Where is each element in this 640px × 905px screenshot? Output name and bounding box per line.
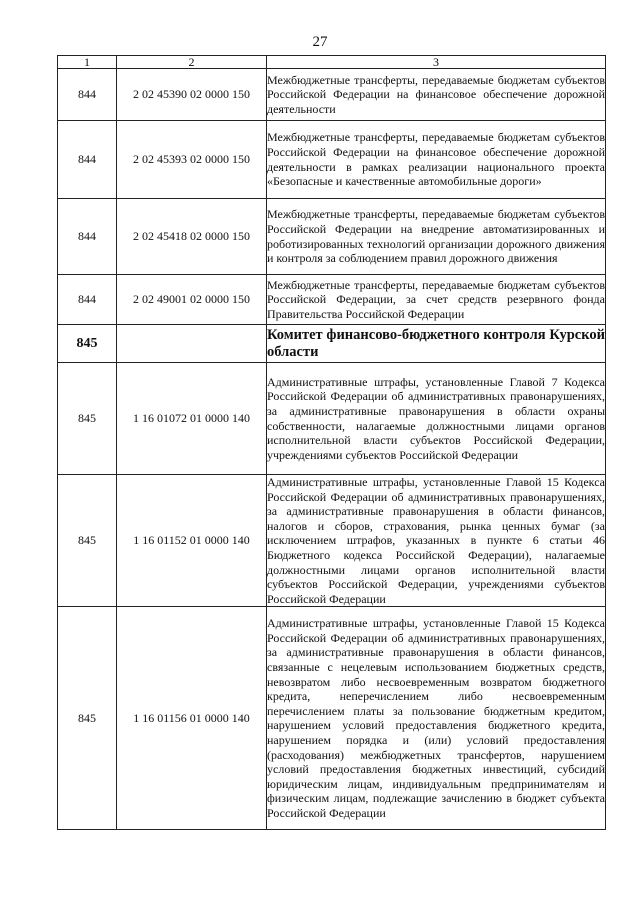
table-row	[58, 275, 606, 325]
table-row	[58, 363, 606, 475]
admin-code: 844	[58, 199, 117, 275]
header-col-1: 1	[58, 56, 117, 69]
admin-code: 844	[58, 69, 117, 121]
table-row	[58, 607, 606, 830]
income-description: Межбюджетные трансферты, передаваемые бюджетам субъектов Российской Федерации, за счет средств резервного фонда Правительства Российской Федерации	[267, 275, 606, 325]
kbk-code: 2 02 45418 02 0000 150	[117, 199, 267, 275]
header-col-2: 2	[117, 56, 267, 69]
kbk-code-empty	[117, 325, 267, 363]
income-description: Административные штрафы, установленные Главой 7 Кодекса Российской Федерации об административных правонарушениях, за административные правонарушения в области охраны собственности, налагаемые должностными лицами органов исполнительной власти субъектов Российской Федерации, учреждениями субъектов Российской Федерации	[267, 363, 606, 475]
header-col-3: 3	[267, 56, 606, 69]
admin-code: 845	[58, 607, 117, 830]
kbk-code: 1 16 01156 01 0000 140	[117, 607, 267, 830]
income-description: Межбюджетные трансферты, передаваемые бюджетам субъектов Российской Федерации на внедрение автоматизированных и роботизированных технологий организации дорожного движения и контроля за соблюдением правил дорожного движения	[267, 199, 606, 275]
table-header-row	[58, 56, 606, 69]
table-row	[58, 69, 606, 121]
kbk-code: 1 16 01072 01 0000 140	[117, 363, 267, 475]
administrator-heading-row	[58, 325, 606, 363]
kbk-code: 2 02 45390 02 0000 150	[117, 69, 267, 121]
administrator-name: Комитет финансово-бюджетного контроля Курской области	[267, 325, 606, 363]
table-row	[58, 475, 606, 607]
admin-code: 844	[58, 121, 117, 199]
income-description: Межбюджетные трансферты, передаваемые бюджетам субъектов Российской Федерации на финансовое обеспечение дорожной деятельности	[267, 69, 606, 121]
admin-code: 845	[58, 475, 117, 607]
page-number: 27	[312, 34, 328, 50]
income-description: Межбюджетные трансферты, передаваемые бюджетам субъектов Российской Федерации на финансовое обеспечение дорожной деятельности в рамках реализации национального проекта «Безопасные и качественные автомобильные дороги»	[267, 121, 606, 199]
kbk-code: 2 02 49001 02 0000 150	[117, 275, 267, 325]
table-row	[58, 199, 606, 275]
table-row	[58, 121, 606, 199]
admin-code: 845	[58, 363, 117, 475]
income-description: Административные штрафы, установленные Главой 15 Кодекса Российской Федерации об административных правонарушениях, за административные правонарушения в области финансов, связанные с нецелевым использованием бюджетных средств, невозвратом либо несвоевременным возвратом бюджетного кредита, неперечислением либо несвоевременным перечислением платы за пользование бюджетным кредитом, нарушением условий предоставления бюджетного кредита, нарушением порядка и (или) условий предоставления (расходования) межбюджетных трансфертов, нарушением условий предоставления бюджетных инвестиций, субсидий юридическим лицам, индивидуальным предпринимателям и физическим лицам, подлежащие зачислению в бюджет субъекта Российской Федерации	[267, 607, 606, 830]
admin-code: 844	[58, 275, 117, 325]
budget-classification-table	[57, 55, 606, 830]
income-description: Административные штрафы, установленные Главой 15 Кодекса Российской Федерации об административных правонарушениях, за административные правонарушения в области финансов, налогов и сборов, страхования, рынка ценных бумаг (за исключением штрафов, указанных в пункте 6 статьи 46 Бюджетного кодекса Российской Федерации), налагаемые должностными лицами органов исполнительной власти субъектов Российской Федерации, учреждениями субъектов Российской Федерации	[267, 475, 605, 606]
kbk-code: 1 16 01152 01 0000 140	[117, 475, 267, 607]
kbk-code: 2 02 45393 02 0000 150	[117, 121, 267, 199]
admin-code: 845	[58, 325, 117, 363]
